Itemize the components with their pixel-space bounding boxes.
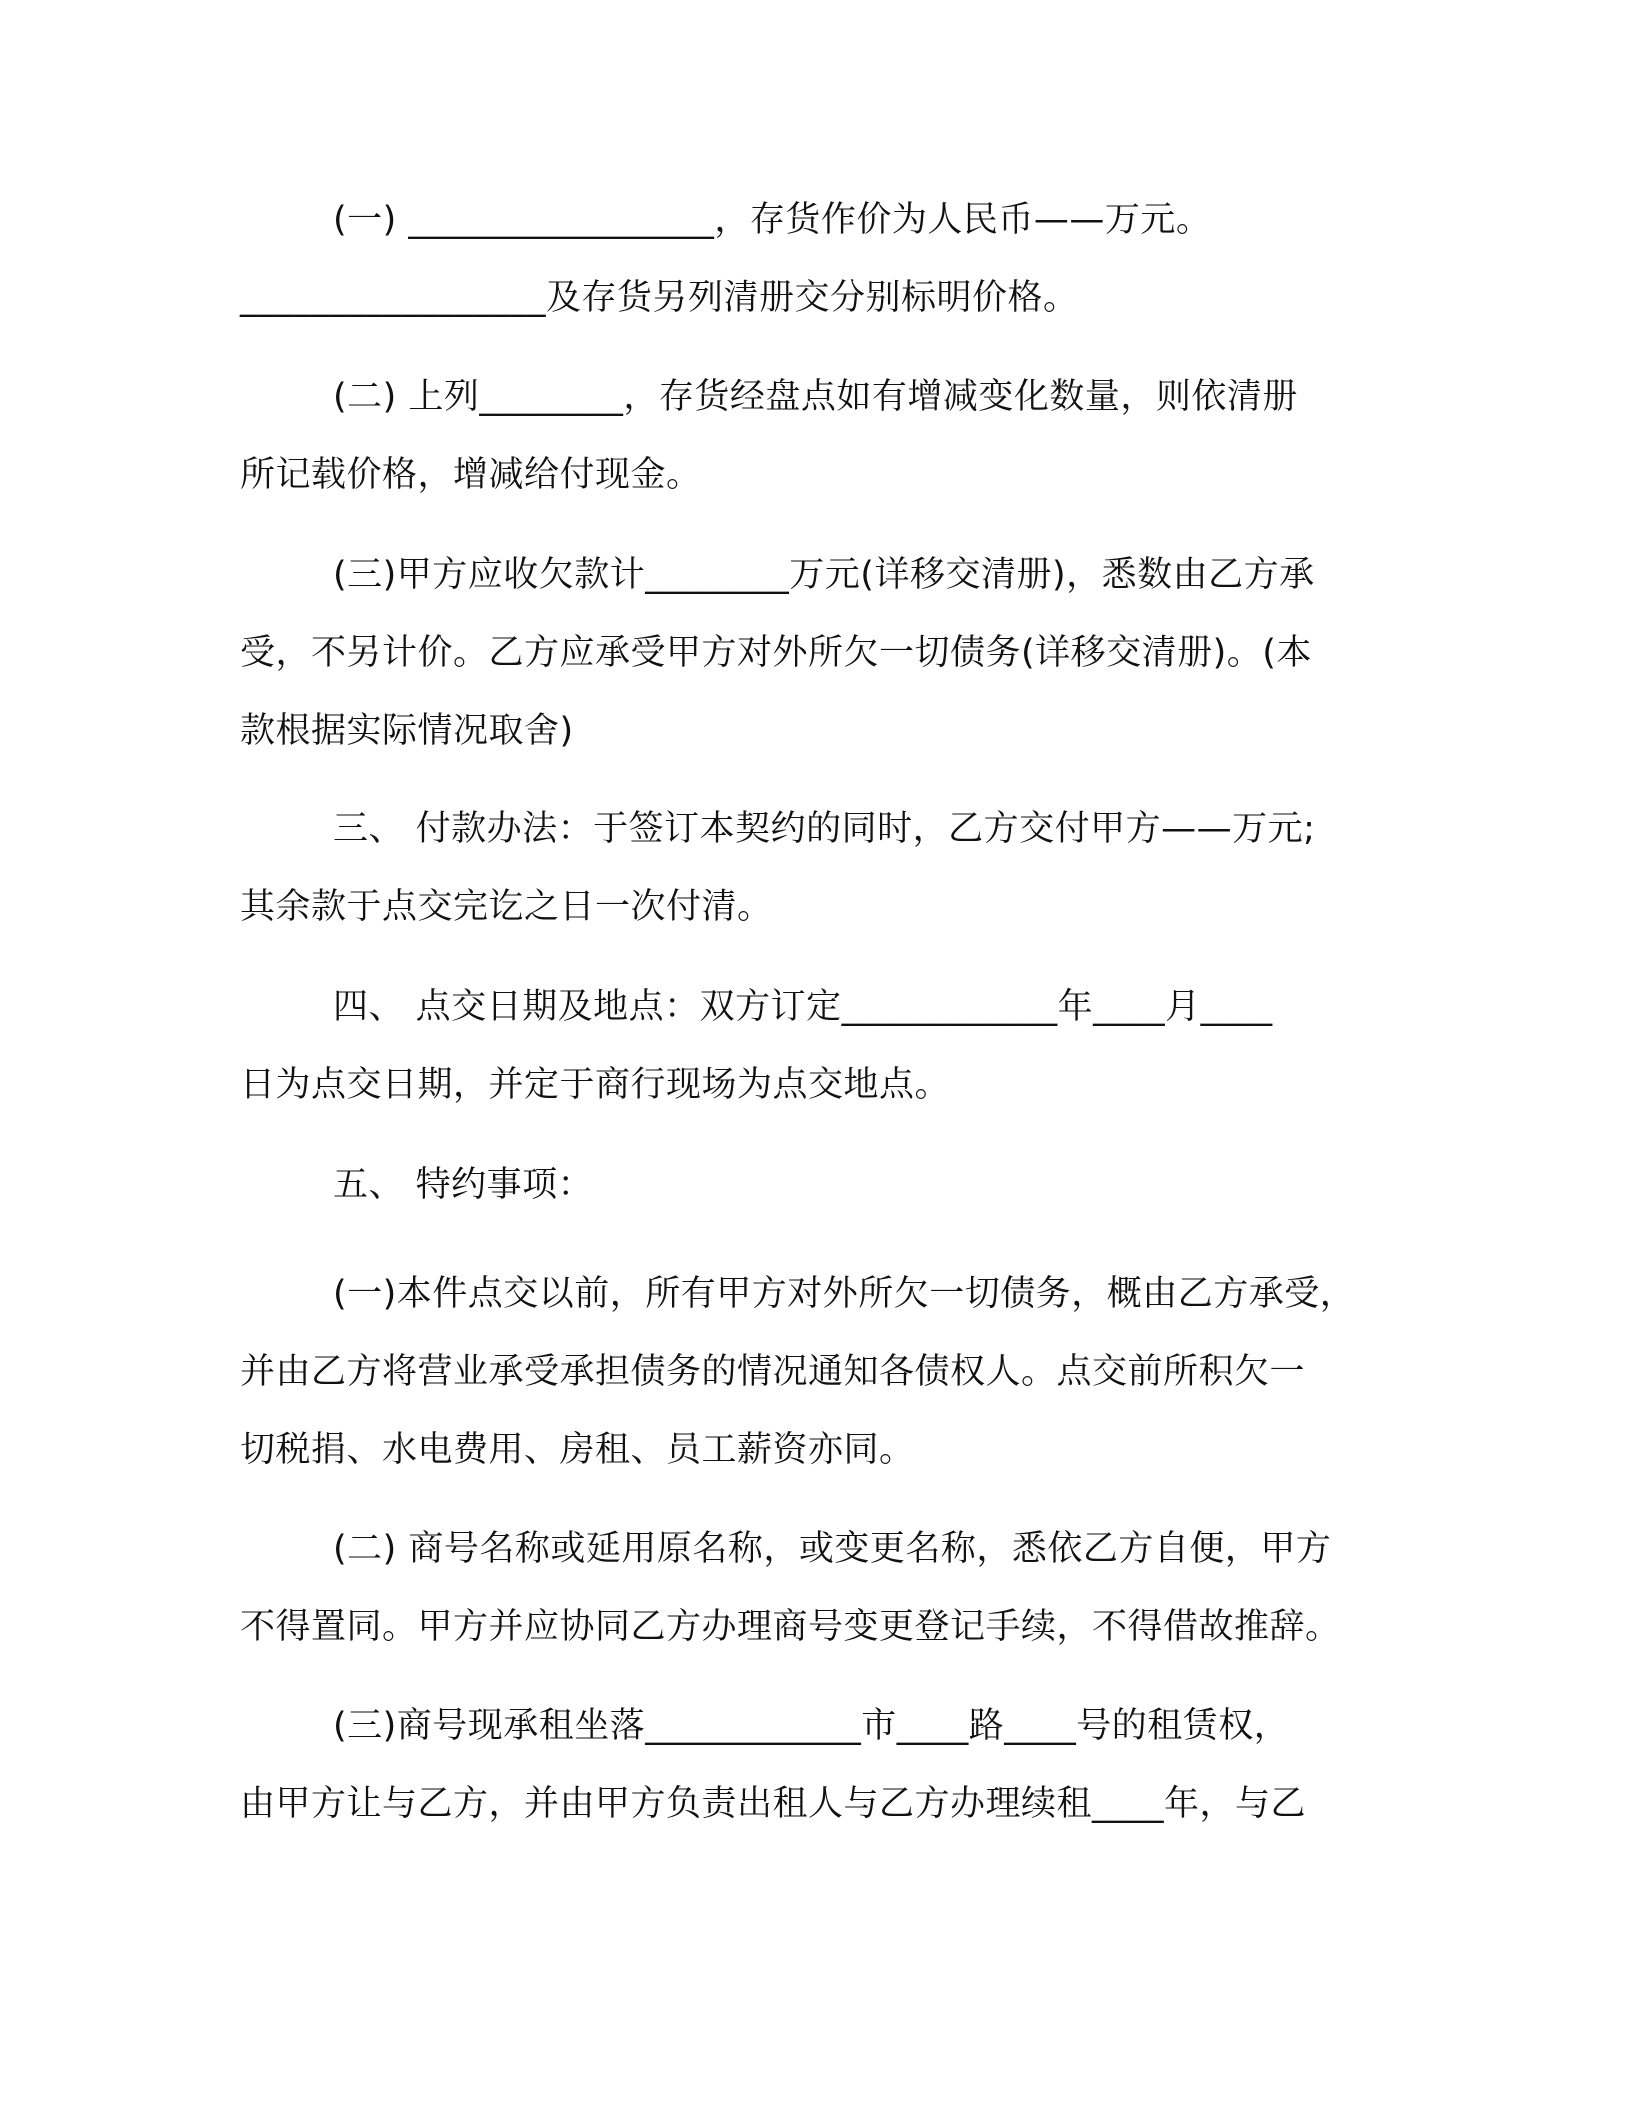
paragraph-8-line-1: (二) 商号名称或延用原名称，或变更名称，悉依乙方自便，甲方 xyxy=(333,1529,1332,1569)
paragraph-3-line-1: (三)甲方应收欠款计________万元(详移交清册)，悉数由乙方承 xyxy=(333,555,1315,595)
paragraph-4-line-2: 其余款于点交完讫之日一次付清。 xyxy=(240,887,773,927)
paragraph-4-line-1: 三、 付款办法：于签订本契约的同时，乙方交付甲方——万元; xyxy=(333,809,1316,849)
paragraph-5-line-2: 日为点交日期，并定于商行现场为点交地点。 xyxy=(240,1065,951,1105)
paragraph-7-line-1: (一)本件点交以前，所有甲方对外所欠一切债务，概由乙方承受， xyxy=(333,1274,1356,1314)
paragraph-8-line-2: 不得置同。甲方并应协同乙方办理商号变更登记手续，不得借故推辞。 xyxy=(240,1607,1341,1647)
paragraph-3-line-3: 款根据实际情况取舍) xyxy=(240,711,574,751)
paragraph-7-line-3: 切税捐、水电费用、房租、员工薪资亦同。 xyxy=(240,1430,915,1470)
paragraph-2-line-1: (二) 上列________，存货经盘点如有增减变化数量，则依清册 xyxy=(333,377,1298,417)
paragraph-1-line-2: _________________及存货另列清册交分别标明价格。 xyxy=(240,278,1079,318)
paragraph-9-line-1: (三)商号现承租坐落____________市____路____号的租赁权， xyxy=(333,1706,1290,1746)
paragraph-1-line-1: (一) _________________，存货作价为人民币——万元。 xyxy=(333,200,1212,240)
paragraph-5-line-1: 四、 点交日期及地点：双方订定____________年____月____ xyxy=(333,987,1273,1027)
paragraph-3-line-2: 受，不另计价。乙方应承受甲方对外所欠一切债务(详移交清册)。(本 xyxy=(240,633,1312,673)
paragraph-7-line-2: 并由乙方将营业承受承担债务的情况通知各债权人。点交前所积欠一 xyxy=(240,1352,1306,1392)
paragraph-2-line-2: 所记载价格，增减给付现金。 xyxy=(240,455,702,495)
paragraph-6-line-1: 五、 特约事项： xyxy=(333,1165,594,1205)
paragraph-9-line-2: 由甲方让与乙方，并由甲方负责出租人与乙方办理续租____年，与乙 xyxy=(240,1784,1307,1824)
